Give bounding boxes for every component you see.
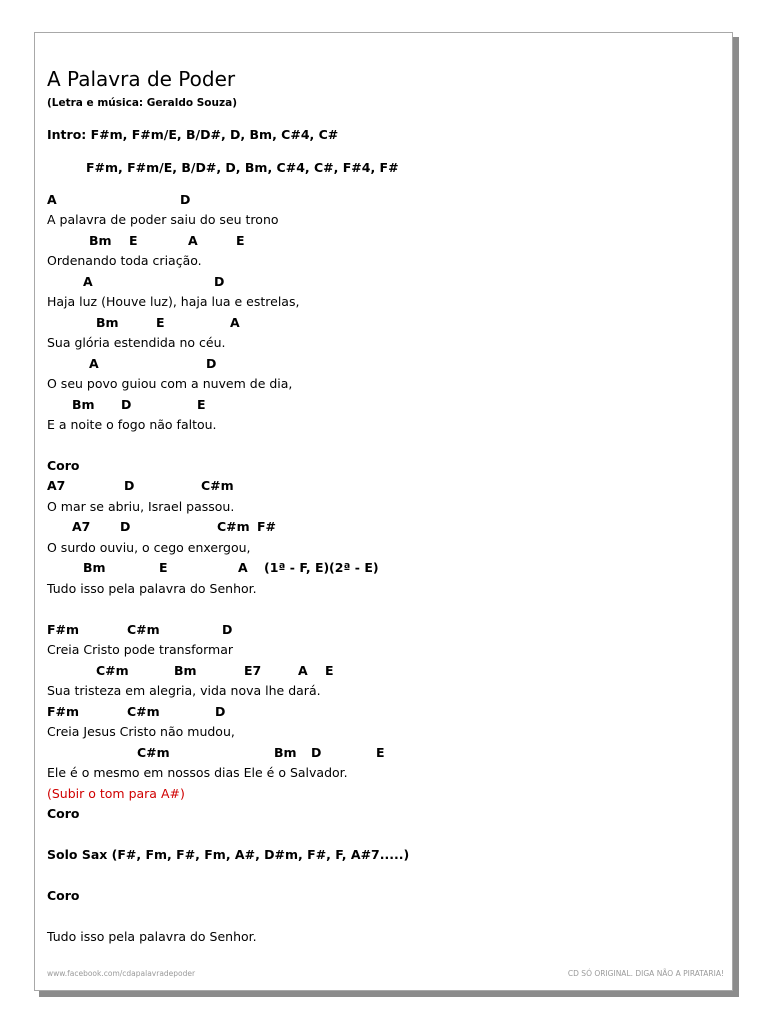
lyric-line: Sua glória estendida no céu. [47,335,226,350]
chord: E [236,233,245,248]
chord: E [129,233,138,248]
chord: E [156,315,165,330]
lyric-line: O seu povo guiou com a nuvem de dia, [47,376,293,391]
song-title: A Palavra de Poder [47,67,236,91]
chord: D [215,704,226,719]
chord: D [311,745,322,760]
key-change-note: (Subir o tom para A#) [47,786,185,801]
chord: Bm [72,397,95,412]
lyric-line: Haja luz (Houve luz), haja lua e estrelas, [47,294,300,309]
section-heading: Coro [47,806,80,821]
chord: D [222,622,233,637]
chord: F#m [47,622,80,637]
chord: C#m [127,704,160,719]
chord: C#m [127,622,160,637]
footer-notice: CD SÓ ORIGINAL. DIGA NÃO A PIRATARIA! [567,969,724,978]
lyric-line: O surdo ouviu, o cego enxergou, [47,540,251,555]
chord: F# [257,519,277,534]
chord: Bm [96,315,119,330]
section-heading: Coro [47,888,80,903]
chord: C#m [217,519,250,534]
chord-note: (2ª - E) [329,560,379,575]
chord: F#m [47,704,80,719]
chord: E [325,663,334,678]
chord-note: (1ª - F, E) [264,560,330,575]
footer-facebook: www.facebook.com/cdapalavradepoder [47,969,196,978]
intro-line-1: Intro: F#m, F#m/E, B/D#, D, Bm, C#4, C# [47,127,339,142]
chord: D [120,519,131,534]
chord: A [47,192,57,207]
chord: D [124,478,135,493]
chord: A [238,560,248,575]
chord: C#m [137,745,170,760]
chord: A [298,663,308,678]
lyric-line: Tudo isso pela palavra do Senhor. [47,929,257,944]
chord: D [214,274,225,289]
intro-line-2: F#m, F#m/E, B/D#, D, Bm, C#4, C#, F#4, F# [86,160,399,175]
document-page [34,32,733,991]
lyric-line: Sua tristeza em alegria, vida nova lhe dará. [47,683,321,698]
chord: E [159,560,168,575]
chord: A [89,356,99,371]
lyric-line: Ele é o mesmo em nossos dias Ele é o Salvador. [47,765,348,780]
lyric-line: E a noite o fogo não faltou. [47,417,217,432]
chord: A [230,315,240,330]
section-heading: Coro [47,458,80,473]
lyric-line: Ordenando toda criação. [47,253,202,268]
chord: D [206,356,217,371]
chord: Bm [83,560,106,575]
solo-line: Solo Sax (F#, Fm, F#, Fm, A#, D#m, F#, F, A#7.....) [47,847,410,862]
lyric-line: Creia Jesus Cristo não mudou, [47,724,235,739]
lyric-line: Tudo isso pela palavra do Senhor. [47,581,257,596]
chord: A [188,233,198,248]
chord: E [197,397,206,412]
chord: D [121,397,132,412]
chord: D [180,192,191,207]
song-credits: (Letra e música: Geraldo Souza) [47,97,237,109]
chord: E7 [244,663,262,678]
lyric-line: Creia Cristo pode transformar [47,642,234,657]
chord: C#m [96,663,129,678]
chord: Bm [274,745,297,760]
lyric-line: O mar se abriu, Israel passou. [47,499,235,514]
chord: A7 [72,519,91,534]
lyric-line: A palavra de poder saiu do seu trono [47,212,279,227]
chord: Bm [89,233,112,248]
chord: A [83,274,93,289]
chord: E [376,745,385,760]
chord: Bm [174,663,197,678]
chord: A7 [47,478,66,493]
chord: C#m [201,478,234,493]
